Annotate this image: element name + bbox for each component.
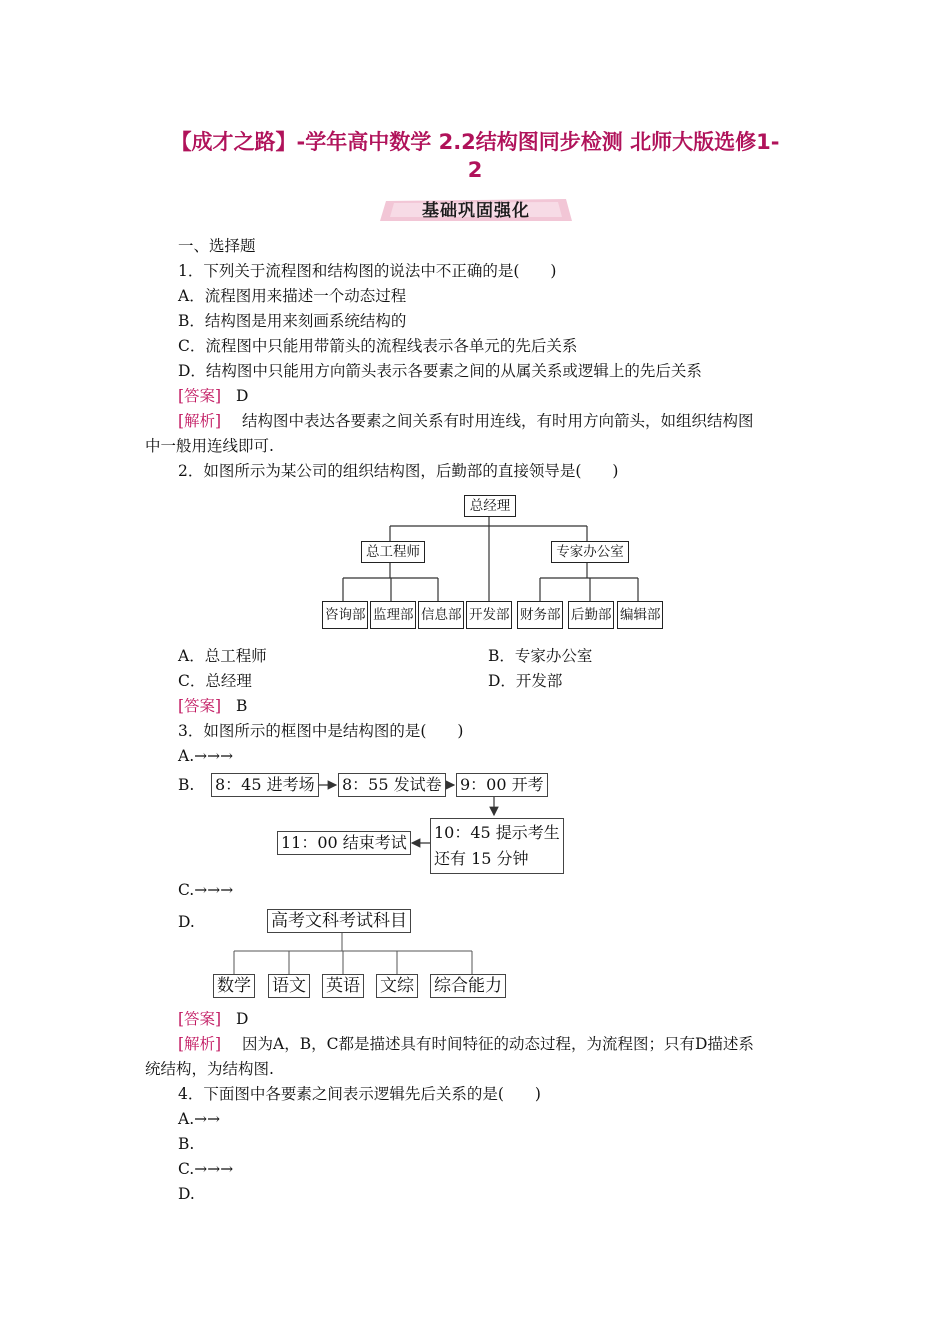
q1-option-a: A．流程图用来描述一个动态过程 <box>178 287 407 305</box>
q2-stem: 2．如图所示为某公司的组织结构图，后勤部的直接领导是( ) <box>178 462 619 480</box>
answer-tag: [答案] <box>178 387 222 405</box>
section-banner: 基础巩固强化 <box>422 201 530 221</box>
q1-analysis: 结构图中表达各要素之间关系有时用连线，有时用方向箭头，如组织结构图 <box>242 412 754 430</box>
q1-analysis-cont: 中一般用连线即可. <box>145 437 274 455</box>
org-node-dept: 后勤部 <box>568 601 614 629</box>
q3-answer-line <box>178 1009 248 1029</box>
q3-analysis-line <box>178 1034 754 1054</box>
q3-option-a: A.→→→ <box>178 747 234 765</box>
q1-stem: 1．下列关于流程图和结构图的说法中不正确的是( ) <box>178 262 557 280</box>
q3-answer: D <box>236 1010 249 1028</box>
q3-option-c: C.→→→ <box>178 881 234 899</box>
q3-stem: 3．如图所示的框图中是结构图的是( ) <box>178 722 464 740</box>
q2-answer: B <box>236 697 248 715</box>
subjects-root: 高考文科考试科目 <box>267 909 411 933</box>
q1-option-b: B．结构图是用来刻画系统结构的 <box>178 312 407 330</box>
flow-step-distribute: 8：55 发试卷 <box>338 773 446 797</box>
flow-step-enter: 8：45 进考场 <box>211 773 319 797</box>
org-node-dept: 开发部 <box>466 601 512 629</box>
q1-option-d: D．结构图中只能用方向箭头表示各要素之间的从属关系或逻辑上的先后关系 <box>178 362 702 380</box>
org-node-dept: 信息部 <box>418 601 464 629</box>
analysis-tag: [解析] <box>178 412 222 430</box>
q2-option-d: D．开发部 <box>488 672 563 690</box>
page-title: 【成才之路】-学年高中数学 2.2结构图同步检测 北师大版选修1- <box>170 130 780 154</box>
flow-step-reminder-line2: 还有 15 分钟 <box>434 849 529 868</box>
subject-item: 数学 <box>213 974 255 998</box>
org-node-chief-engineer: 总工程师 <box>361 541 425 563</box>
flow-step-end: 11：00 结束考试 <box>277 831 411 855</box>
subject-item: 文综 <box>376 974 418 998</box>
q2-option-b: B．专家办公室 <box>488 647 593 665</box>
subject-item: 语文 <box>268 974 310 998</box>
q4-option-a: A.→→ <box>178 1110 221 1128</box>
section-heading: 一、选择题 <box>178 237 256 255</box>
flow-step-start: 9：00 开考 <box>456 773 548 797</box>
q4-option-c: C.→→→ <box>178 1160 234 1178</box>
org-node-general-manager: 总经理 <box>464 495 516 517</box>
subject-item: 综合能力 <box>430 974 506 998</box>
q3-analysis: 因为A，B，C都是描述具有时间特征的动态过程，为流程图；只有D描述系 <box>242 1035 754 1053</box>
org-node-expert-office: 专家办公室 <box>551 541 629 563</box>
answer-tag: [答案] <box>178 1010 222 1028</box>
q4-option-d: D. <box>178 1185 195 1203</box>
q1-answer: D <box>236 387 249 405</box>
flow-step-reminder-line1: 10：45 提示考生 <box>434 823 560 842</box>
q3-analysis-cont: 统结构，为结构图. <box>145 1060 274 1078</box>
subject-item: 英语 <box>322 974 364 998</box>
q4-option-b: B. <box>178 1135 195 1153</box>
analysis-tag: [解析] <box>178 1035 222 1053</box>
org-node-dept: 编辑部 <box>617 601 663 629</box>
page-title-continued: 2 <box>467 158 483 182</box>
org-node-dept: 财务部 <box>517 601 563 629</box>
q3-option-d-label: D. <box>178 913 195 931</box>
q4-stem: 4．下面图中各要素之间表示逻辑先后关系的是( ) <box>178 1085 541 1103</box>
q2-option-c: C．总经理 <box>178 672 252 690</box>
org-node-dept: 监理部 <box>370 601 416 629</box>
q1-option-c: C．流程图中只能用带箭头的流程线表示各单元的先后关系 <box>178 337 578 355</box>
org-node-dept: 咨询部 <box>322 601 368 629</box>
answer-tag: [答案] <box>178 697 222 715</box>
q3-option-b-label: B. <box>178 776 195 794</box>
q2-option-a: A．总工程师 <box>178 647 267 665</box>
